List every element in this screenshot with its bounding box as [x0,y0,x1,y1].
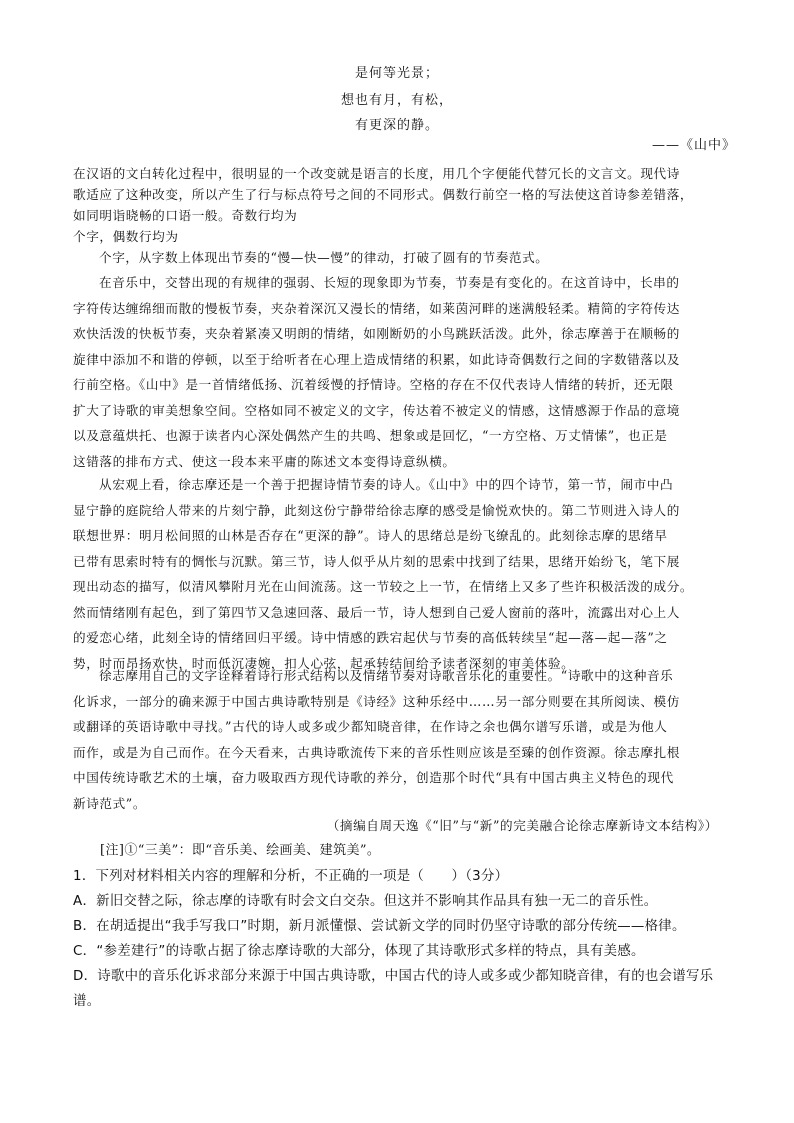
text-line: 徐志摩用自己的文字诠释着诗行形式结构以及情绪节奏对诗歌音乐化的重要性。“诗歌中的这种音乐 [99,668,674,683]
paragraph-1 [73,163,729,247]
question-stem: 1．下列对材料相关内容的理解和分析，不正确的一项是（ ）（3分） [73,869,509,884]
option-a: A．新旧交替之际，徐志摩的诗歌有时会文白交杂。但这并不影响其作品具有独一无二的音乐性。 [73,894,658,909]
text-line: 扩大了诗歌的审美想象空间。空格如同不被定义的文字，传达着不被定义的情感，这情感源于作品的意境 [73,402,680,418]
text-line: 个字，偶数行均为 [73,229,179,244]
text-line: 从宏观上看，徐志摩还是一个善于把握诗情节奏的诗人。《山中》中的四个诗节，第一节，闹市中凸 [99,477,674,492]
poem-line-3: 有更深的静。 [354,118,439,133]
source-citation: （摘编自周天逸《“旧”与“新”的完美融合论徐志摩新诗文本结构》） [326,818,718,833]
text-line: 势，时而昂扬欢快，时而低沉凄婉，扣人心弦，起承转结间给予读者深刻的审美体验。 [73,655,575,671]
poem-line-1: 是何等光景； [354,66,439,81]
text-line: 个字，从字数上体现出节奏的“慢—快—慢”的律动，打破了圆有的节奏范式。 [99,250,549,265]
footnote: [注]①“三美”：即“音乐美、绘画美、建筑美”。 [100,843,381,858]
paragraph-1-tail [73,245,729,271]
paragraph-2 [73,270,729,474]
text-line: 在音乐中，交替出现的有规律的强弱、长短的现象即为节奏，节奏是有变化的。在这首诗中，长串的 [99,275,680,290]
question-1 [73,864,733,1014]
text-line: 欢快活泼的快板节奏，夹杂着紧凑又明朗的情绪，如刚断奶的小鸟跳跃活泼。此外，徐志摩善于在顺畅的 [73,326,680,341]
option-c: C．“参差建行”的诗歌占据了徐志摩诗歌的大部分，体现了其诗歌形式多样的特点，具有美感。 [73,944,645,959]
text-line: 而作，或是为自己而作。在今天看来，古典诗歌流传下来的音乐性则应该是至臻的创作资源。徐志摩扎根 [73,744,680,760]
text-line: 如同明诣晓畅的口语一般。奇数行均为 [73,208,298,223]
text-line: 中国传统诗歌艺术的土壤，奋力吸取西方现代诗歌的养分，创造那个时代“具有中国古典主义特色的现代 [73,770,674,785]
text-line: 联想世界：明月松间照的山林是否存在“更深的静”。诗人的思绪总是纷飞缭乱的。此刻徐志摩的思绪早 [73,528,668,543]
text-line: 字符传达缠绵细而散的慢板节奏，夹杂着深沉又漫长的情绪，如莱茵河畔的迷满般轻柔。精简的字符传达 [73,300,680,316]
text-line: 歌适应了这种改变，所以产生了行与标点符号之间的不同形式。偶数行前空一格的写法使这首诗参差错落， [73,187,694,202]
text-line: 化诉求，一部分的确来源于中国古典诗歌特别是《诗经》这种乐经中……另一部分则要在其所阅读、模仿 [73,693,680,709]
text-line: 旋律中添加不和谐的停顿，以至于给听者在心理上造成情绪的积累，如此诗奇偶数行之间的字数错落以及 [73,351,680,367]
text-line: 行前空格。《山中》是一首情绪低扬、沉着绥慢的抒情诗。空格的存在不仅代表诗人情绪的转折，还无限 [73,377,674,392]
text-line: 这错落的排布方式、使这一段本来平庸的陈述文本变得诗意纵横。 [73,453,456,469]
poem-line-2: 想也有月，有松， [340,93,453,108]
text-line: 现出动态的描写，似清风攀附月光在山间流荡。这一节较之上一节，在情绪上又多了些许积极活泼的成分。 [73,579,694,594]
text-line: 或翻译的英语诗歌中寻找。”古代的诗人或多或少都知晓音律，在作诗之余也偶尔谱写乐谱，或是为他人 [73,719,668,734]
option-d: D．诗歌中的音乐化诉求部分来源于中国古典诗歌，中国古代的诗人或多或少都知晓音律，有的也会谱写乐 [73,969,714,984]
text-line: 已带有思索时特有的惆怅与沉默。第三节，诗人似乎从片刻的思索中找到了结果，思绪开始纷飞，笔下展 [73,553,680,569]
text-line: 以及意蕴烘托、也源于读者内心深处偶然产生的共鸣、想象或是回忆，“一方空格、万丈情愫”，也正是 [73,428,668,443]
text-line: 显宁静的庭院给人带来的片刻宁静，此刻这份宁静带给徐志摩的感受是愉悦欢快的。第二节则进入诗人的 [73,502,680,518]
text-line: 在汉语的文白转化过程中，很明显的一个改变就是语言的长度，用几个字便能代替冗长的文言文。现代诗 [73,166,680,181]
text-line: 新诗范式”。 [73,795,147,811]
option-d-continued: 谱。 [73,994,101,1009]
text-line: 的爱恋心绪，此刻全诗的情绪回归平缓。诗中情感的跌宕起伏与节奏的高低转续呈“起—落—起—落”之 [73,630,668,645]
paragraph-3 [73,472,729,676]
poem-attribution: ——《山中》 [651,138,736,153]
option-b: B．在胡适提出“我手写我口”时期，新月派懂憬、尝试新文学的同时仍坚守诗歌的部分传统——格律。 [73,919,686,934]
paragraph-4 [73,663,729,816]
text-line: 然而情绪刚有起色，到了第四节又急速回落、最后一节，诗人想到自己爱人窗前的落叶，流露出对心上人 [73,604,680,620]
